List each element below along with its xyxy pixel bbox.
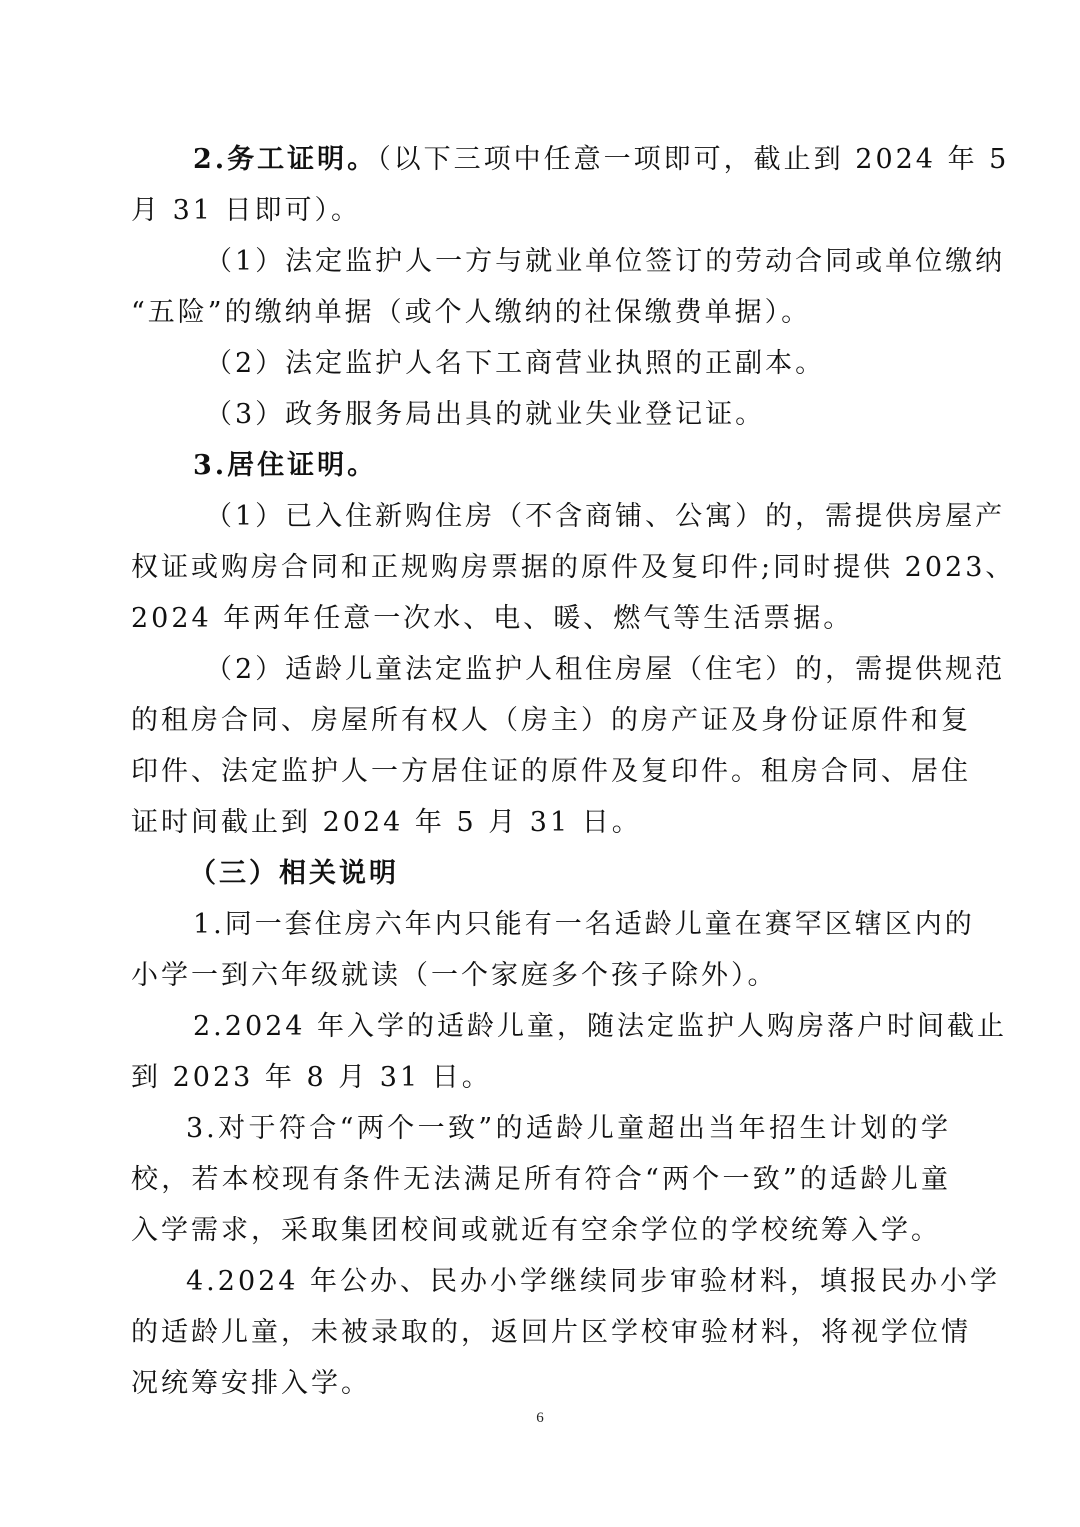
section3-item2-line2: 的租房合同、房屋所有权人（房主）的房产证及身份证原件和复 <box>131 705 971 736</box>
section2-item2: （2）法定监护人名下工商营业执照的正副本。 <box>205 348 826 379</box>
section3-item2-line4: 证时间截止到 2024 年 5 月 31 日。 <box>131 807 642 838</box>
section3-heading: 3.居住证明。 <box>193 450 378 481</box>
section2-line2: 月 31 日即可）。 <box>131 195 362 226</box>
section2-intro: （以下三项中任意一项即可，截止到 2024 年 5 <box>377 144 1010 175</box>
notes-p2-line1: 2.2024 年入学的适龄儿童，随法定监护人购房落户时间截止 <box>193 1011 1008 1042</box>
section2-item1-line2: “五险”的缴纳单据（或个人缴纳的社保缴费单据）。 <box>131 297 812 328</box>
section2-item3: （3）政务服务局出具的就业失业登记证。 <box>205 399 766 430</box>
section3-item1-line3: 2024 年两年任意一次水、电、暖、燃气等生活票据。 <box>131 603 854 634</box>
notes-p3-line2: 校，若本校现有条件无法满足所有符合“两个一致”的适龄儿童 <box>131 1164 951 1195</box>
notes-p2-line2: 到 2023 年 8 月 31 日。 <box>131 1062 492 1093</box>
notes-heading: （三）相关说明 <box>189 858 399 889</box>
section2-heading: 2.务工证明。 <box>193 144 378 175</box>
notes-p1-line1: 1.同一套住房六年内只能有一名适龄儿童在赛罕区辖区内的 <box>193 909 975 940</box>
notes-p4-line1: 4.2024 年公办、民办小学继续同步审验材料，填报民办小学 <box>186 1266 1001 1297</box>
section2-item1-line1: （1）法定监护人一方与就业单位签订的劳动合同或单位缴纳 <box>205 246 1006 277</box>
notes-p1-line2: 小学一到六年级就读（一个家庭多个孩子除外）。 <box>131 960 778 991</box>
section3-item1-line2: 权证或购房合同和正规购房票据的原件及复印件;同时提供 2023、 <box>131 552 1016 583</box>
notes-p3-line1: 3.对于符合“两个一致”的适龄儿童超出当年招生计划的学 <box>186 1113 951 1144</box>
section3-item2-line3: 印件、法定监护人一方居住证的原件及复印件。租房合同、居住 <box>131 756 971 787</box>
notes-p3-line3: 入学需求，采取集团校间或就近有空余学位的学校统筹入学。 <box>131 1215 941 1246</box>
notes-p4-line3: 况统筹安排入学。 <box>131 1368 371 1399</box>
notes-p4-line2: 的适龄儿童，未被录取的，返回片区学校审验材料，将视学位情 <box>131 1317 971 1348</box>
section2-line1 <box>131 135 1010 185</box>
section3-item1-line1: （1）已入住新购住房（不含商铺、公寓）的，需提供房屋产 <box>205 501 1006 532</box>
page-number: 6 <box>536 1410 544 1426</box>
section3-item2-line1: （2）适龄儿童法定监护人租住房屋（住宅）的，需提供规范 <box>205 654 1006 685</box>
